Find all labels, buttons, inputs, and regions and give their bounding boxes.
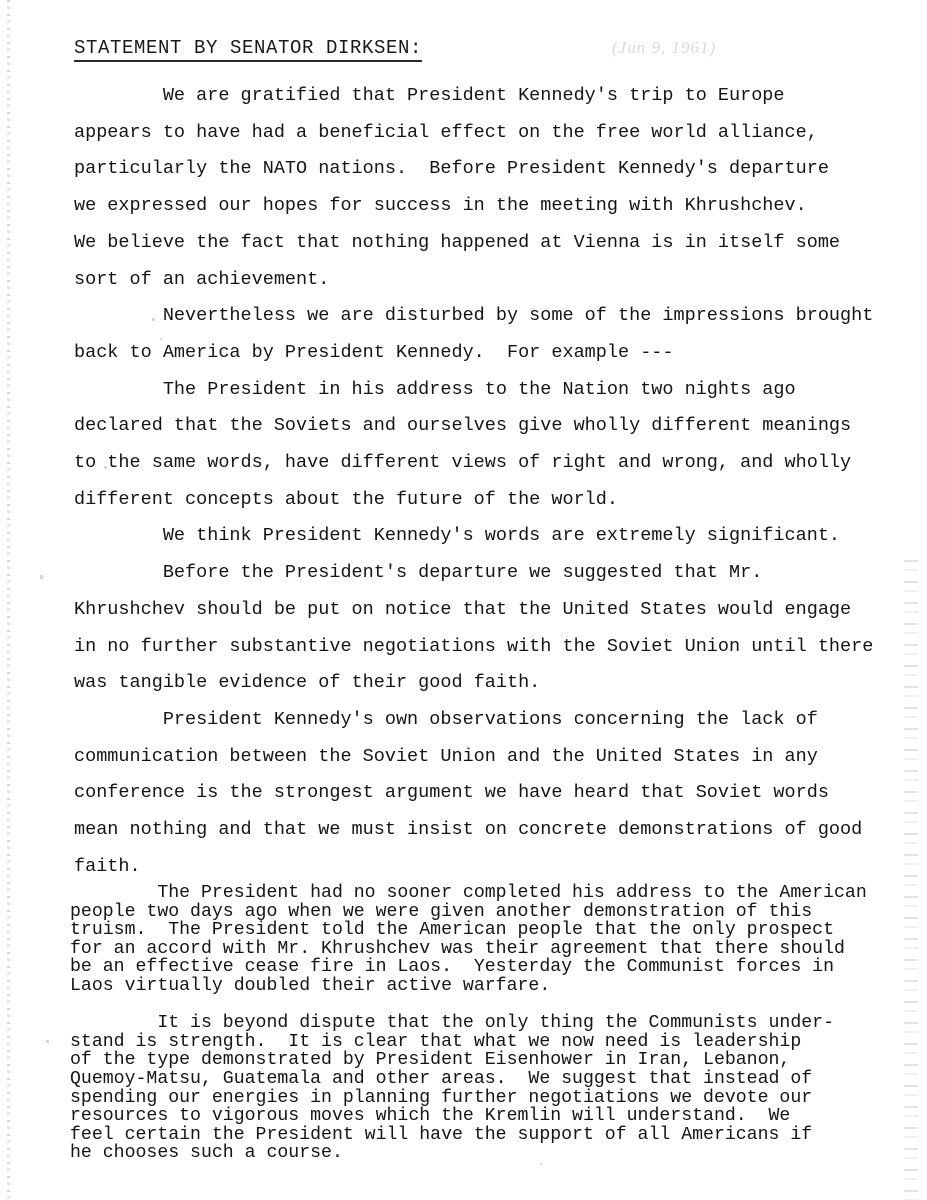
text-line: he chooses such a course. — [70, 1143, 343, 1164]
text-line: back to America by President Kennedy. For example --- — [74, 341, 674, 363]
text-line: of the type demonstrated by President Eisenhower in Iran, Lebanon, — [70, 1050, 791, 1071]
text-line: President Kennedy's own observations concerning the lack of — [74, 708, 818, 730]
text-line: spending our energies in planning further negotiations we devote our — [70, 1087, 813, 1108]
text-line: Before the President's departure we suggested that Mr. — [74, 562, 763, 584]
text-line: different concepts about the future of the world. — [74, 488, 618, 510]
text-line: for an accord with Mr. Khrushchev was their agreement that there should — [70, 938, 845, 959]
text-line: particularly the NATO nations. Before President Kennedy's departure — [74, 158, 829, 180]
text-line: We believe the fact that nothing happened at Vienna is in itself some — [74, 231, 841, 253]
text-line: mean nothing and that we must insist on concrete demonstrations of good — [74, 819, 863, 841]
text-line: appears to have had a beneficial effect on the free world alliance, — [74, 121, 818, 143]
text-line: be an effective cease fire in Laos. Yesterday the Communist forces in — [70, 957, 834, 978]
text-line: faith. — [74, 855, 141, 877]
text-line: feel certain the President will have the support of all Americans if — [70, 1124, 813, 1145]
text-line: Nevertheless we are disturbed by some of the impressions brought — [74, 305, 874, 327]
text-line: people two days ago when we were given another demonstration of this — [70, 901, 813, 922]
paragraph-gap — [70, 996, 927, 1015]
text-line: declared that the Soviets and ourselves give wholly different meanings — [74, 415, 852, 437]
page-title-text: STATEMENT BY SENATOR DIRKSEN: — [74, 37, 422, 62]
text-line: was tangible evidence of their good faith. — [74, 672, 541, 694]
text-line: We are gratified that President Kennedy's trip to Europe — [74, 85, 785, 106]
scan-speck — [46, 1040, 49, 1043]
text-line: We think President Kennedy's words are extremely significant. — [74, 525, 841, 547]
text-line: The President had no sooner completed his address to the American — [70, 883, 867, 903]
text-line: sort of an achievement. — [74, 268, 330, 290]
text-line: resources to vigorous moves which the Kremlin will understand. We — [70, 1106, 791, 1127]
scan-speck — [40, 575, 43, 579]
page-title — [74, 36, 422, 60]
text-line: It is beyond dispute that the only thing the Communists under- — [70, 1013, 834, 1034]
text-line: stand is strength. It is clear that what we now need is leadership — [70, 1031, 802, 1052]
archival-stamp-note: (Jun 9, 1961) — [612, 38, 717, 57]
text-line: Quemoy-Matsu, Guatemala and other areas. We suggest that instead of — [70, 1068, 813, 1089]
scan-speck — [540, 1163, 542, 1165]
text-line: Khrushchev should be put on notice that the United States would engage — [74, 598, 852, 620]
text-line: to the same words, have different views of right and wrong, and wholly — [74, 452, 852, 474]
text-line: in no further substantive negotiations with the Soviet Union until there — [74, 635, 874, 657]
text-line: communication between the Soviet Union and the United States in any — [74, 745, 818, 767]
text-line: we expressed our hopes for success in the meeting with Khrushchev. — [74, 195, 807, 217]
text-line: conference is the strongest argument we have heard that Soviet words — [74, 782, 829, 804]
text-line: truism. The President told the American people that the only prospect — [70, 920, 834, 941]
statement-body-double-spaced — [74, 78, 904, 885]
statement-body-single-spaced — [70, 884, 927, 1163]
text-line: Laos virtually doubled their active warfare. — [70, 975, 551, 996]
scan-edge-artifact-left — [7, 0, 10, 1200]
text-line: The President in his address to the Nation two nights ago — [74, 378, 796, 400]
